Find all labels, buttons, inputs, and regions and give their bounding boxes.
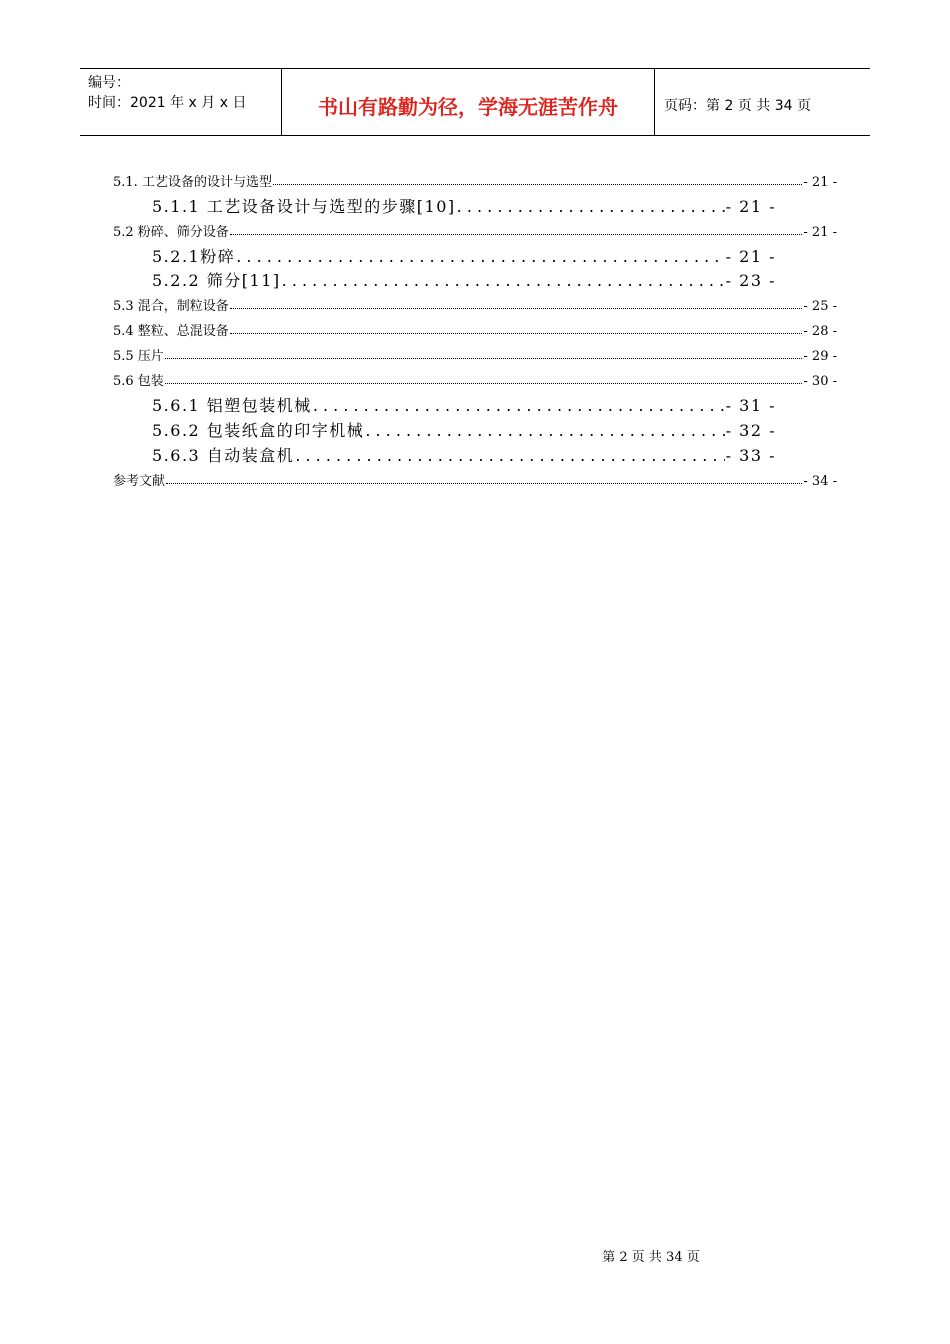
toc-entry[interactable] <box>152 418 776 440</box>
toc-entry[interactable] <box>113 221 837 239</box>
toc-leader <box>165 358 803 359</box>
toc-entry-page: - 30 - <box>803 374 837 389</box>
toc-entry[interactable] <box>113 345 837 363</box>
toc-entry[interactable] <box>152 443 776 465</box>
toc-entry-title: 5.2.2 筛分[11] <box>152 271 281 290</box>
motto-text: 书山有路勤为径，学海无涯苦作舟 <box>318 94 618 119</box>
toc-entry-page: - 32 - <box>725 421 776 440</box>
toc-entry[interactable] <box>113 171 837 189</box>
toc-entry-title: 5.3 混合，制粒设备 <box>113 299 229 314</box>
toc-leader <box>230 308 803 309</box>
header-motto-cell <box>281 69 655 135</box>
toc-entry-title: 参考文献 <box>113 474 166 489</box>
toc-leader <box>313 396 725 415</box>
toc-entry-title: 5.1.1 工艺设备设计与选型的步骤[10] <box>152 197 456 216</box>
toc-entry-page: - 23 - <box>725 271 776 290</box>
toc-leader <box>230 234 803 235</box>
toc-entry-page: - 34 - <box>803 474 837 489</box>
toc-entry[interactable] <box>113 470 837 488</box>
toc-entry-title: 5.4 整粒、总混设备 <box>113 324 229 339</box>
page-info: 页码：第 2 页 共 34 页 <box>664 98 811 114</box>
header-page-cell <box>655 69 870 135</box>
toc-leader <box>457 197 725 216</box>
number-label: 编号： <box>88 75 130 91</box>
toc-entry-page: - 29 - <box>803 349 837 364</box>
toc-entry-title: 5.6.1 铝塑包装机械 <box>152 396 312 415</box>
toc-entry[interactable] <box>113 320 837 338</box>
toc-entry-page: - 28 - <box>803 324 837 339</box>
toc-entry[interactable] <box>113 295 837 313</box>
toc-leader <box>295 446 724 465</box>
toc-leader <box>365 421 724 440</box>
toc-entry-title: 5.1. 工艺设备的设计与选型 <box>113 175 272 190</box>
toc-leader <box>273 184 802 185</box>
toc-leader <box>165 383 803 384</box>
document-header <box>80 68 870 136</box>
toc-entry-page: - 25 - <box>803 299 837 314</box>
toc-entry[interactable] <box>152 194 776 216</box>
toc-entry-page: - 33 - <box>725 446 776 465</box>
footer-page-number: 第 2 页 共 34 页 <box>602 1250 700 1265</box>
toc-entry-page: - 21 - <box>725 197 776 216</box>
toc-leader <box>166 483 802 484</box>
page-footer <box>0 1246 950 1265</box>
header-info-cell <box>80 69 281 135</box>
toc-leader <box>230 333 803 334</box>
toc-entry[interactable] <box>152 393 776 415</box>
toc-entry-title: 5.6 包装 <box>113 374 164 389</box>
toc-entry[interactable] <box>152 244 776 266</box>
toc-entry[interactable] <box>152 268 776 290</box>
toc-entry-title: 5.6.2 包装纸盒的印字机械 <box>152 421 365 440</box>
toc-entry[interactable] <box>113 370 837 388</box>
time-label: 时间：2021 年 x 月 x 日 <box>88 95 247 111</box>
toc-entry-page: - 31 - <box>725 396 776 415</box>
toc-entry-title: 5.5 压片 <box>113 349 164 364</box>
toc-entry-title: 5.2 粉碎、筛分设备 <box>113 225 229 240</box>
toc-entry-page: - 21 - <box>725 247 776 266</box>
toc-entry-title: 5.6.3 自动装盒机 <box>152 446 295 465</box>
toc-leader <box>236 247 724 266</box>
toc-entry-page: - 21 - <box>803 225 837 240</box>
toc-leader <box>282 271 725 290</box>
toc-entry-title: 5.2.1粉碎 <box>152 247 236 266</box>
toc-entry-page: - 21 - <box>803 175 837 190</box>
